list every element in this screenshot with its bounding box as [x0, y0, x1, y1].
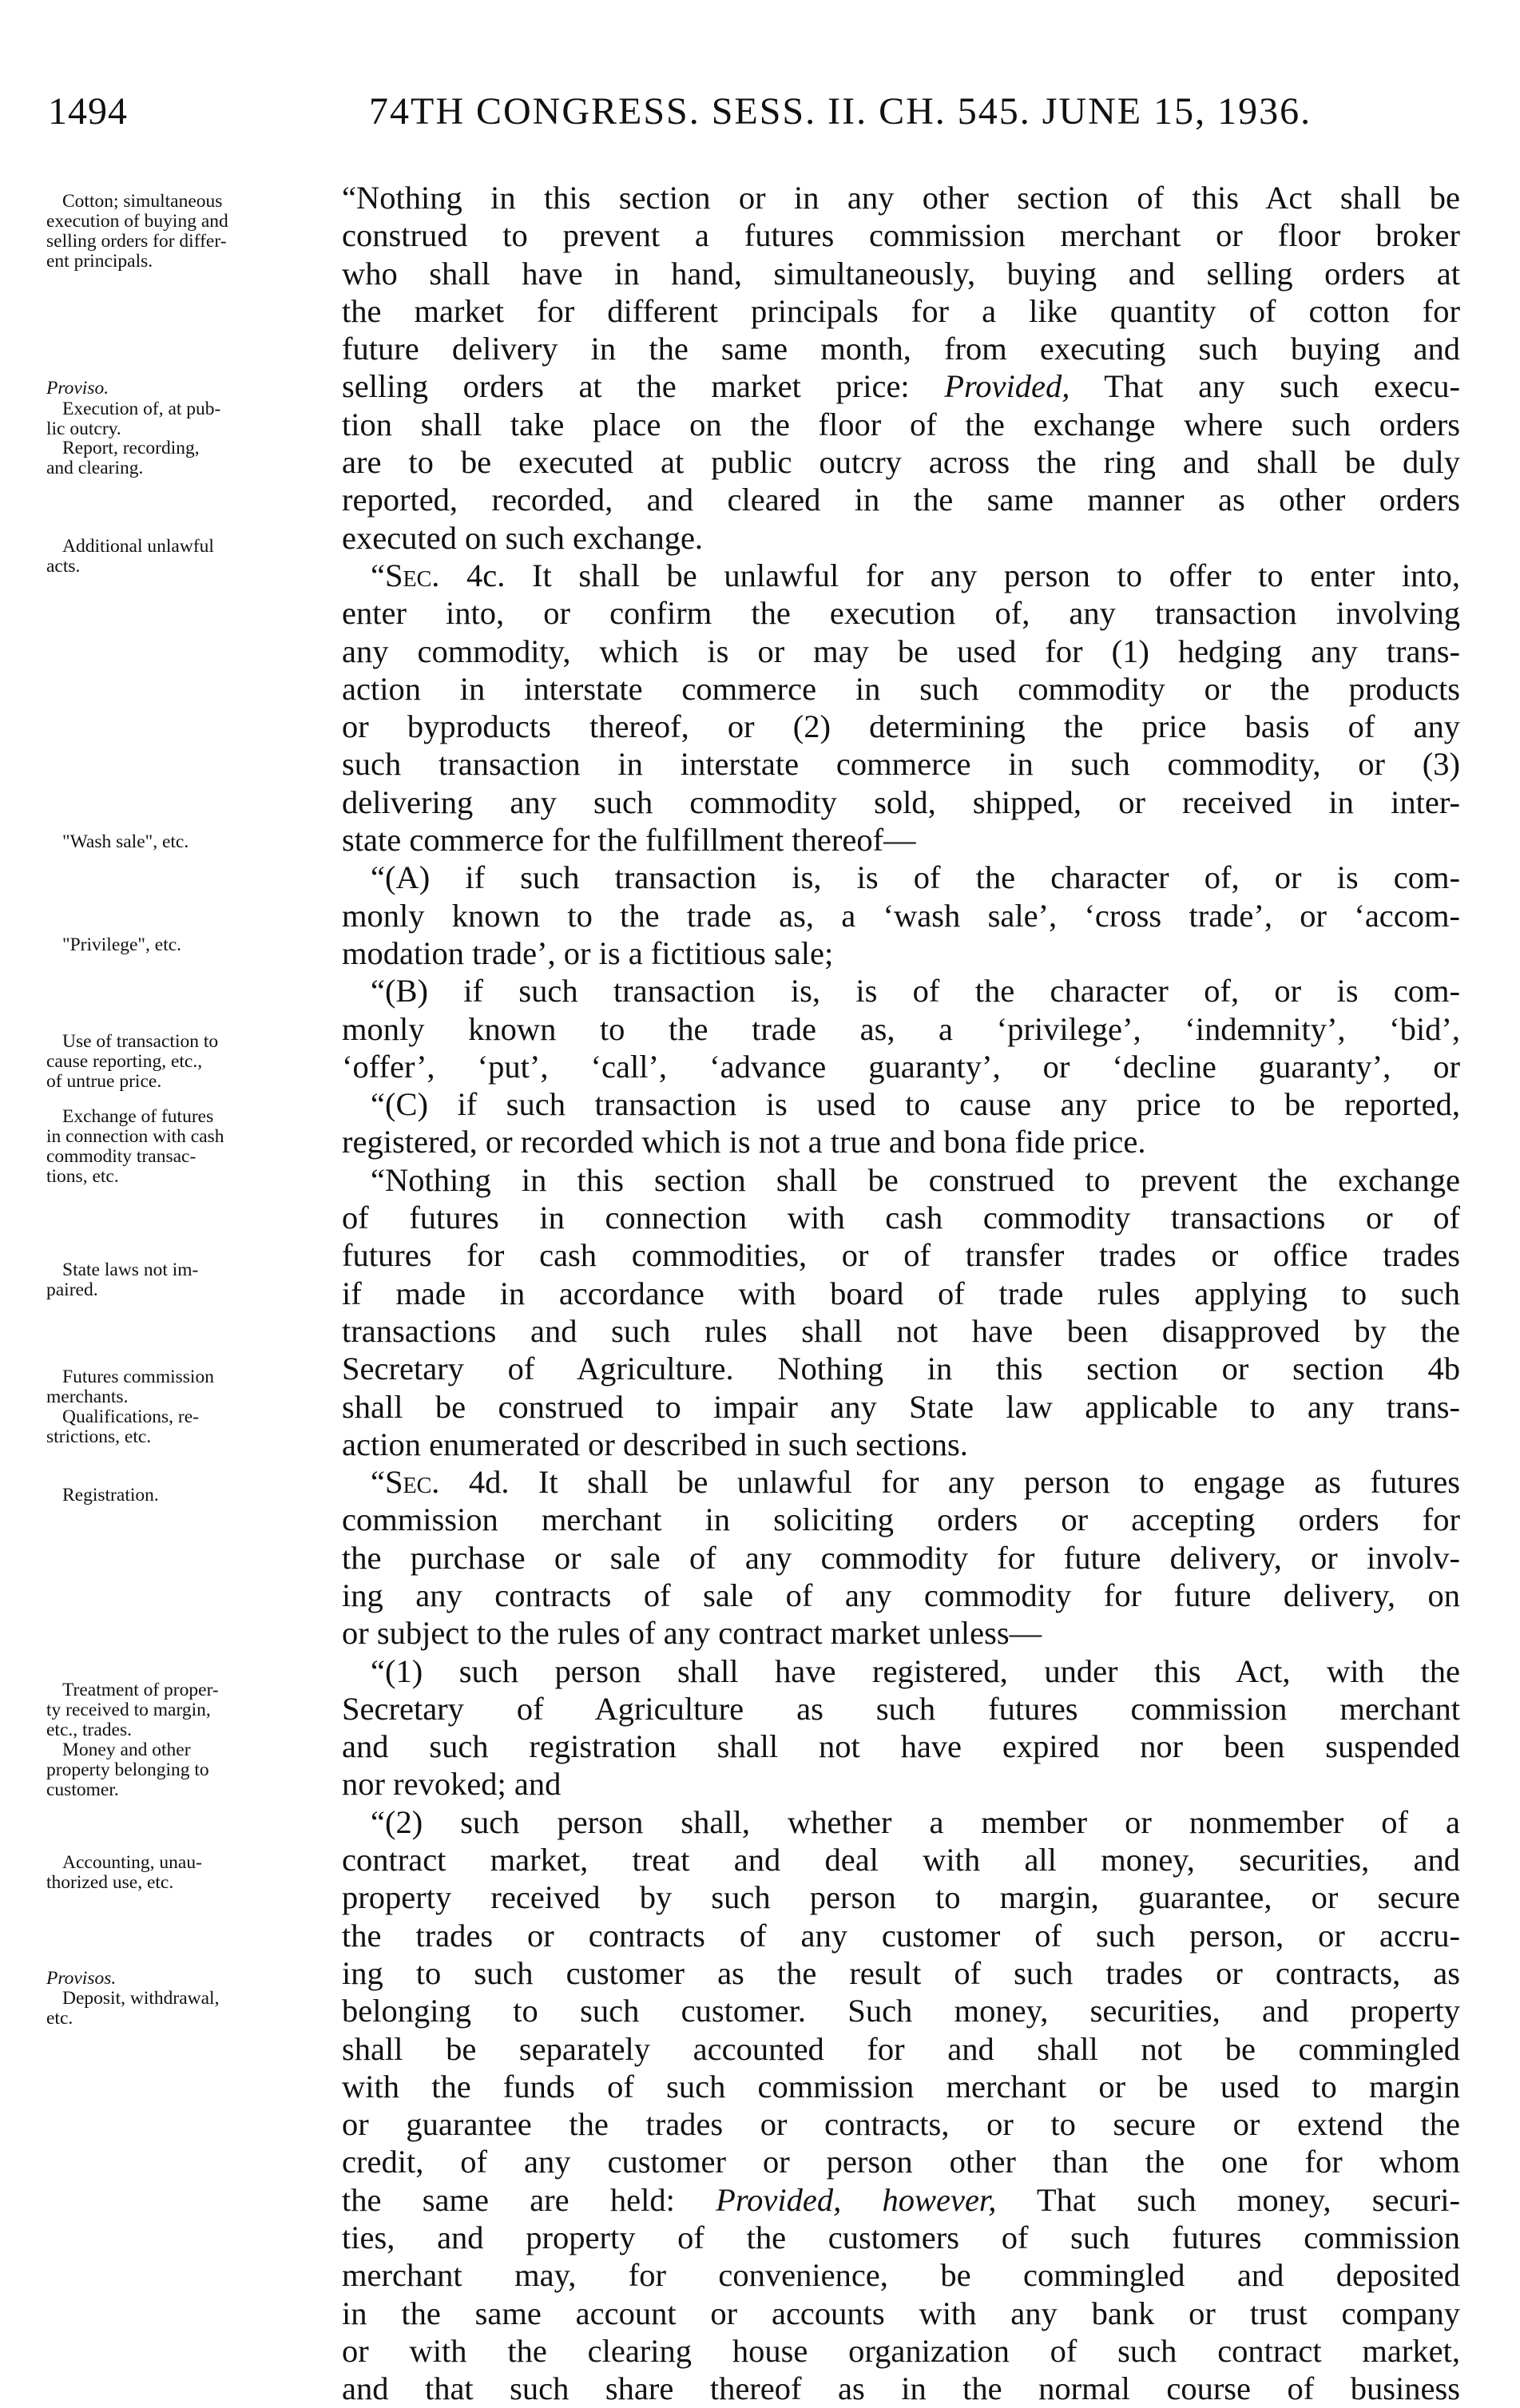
margin-note-line: and clearing. [46, 458, 144, 478]
body-line: property received by such person to margin, guarantee, or secure [342, 1879, 1460, 1916]
body-line: shall be separately accounted for and shall not be commingled [342, 2030, 1460, 2067]
margin-note [46, 537, 334, 577]
body-line: state commerce for the fulfillment thereof— [342, 822, 916, 859]
body-line: selling orders at the market price: Provided, That any such execu- [342, 368, 1460, 405]
body-line: “(A) if such transaction is, is of the character of, or is com- [371, 859, 1460, 896]
body-line: of futures in connection with cash commodity transactions or of [342, 1200, 1460, 1236]
margin-note-line: acts. [46, 556, 81, 577]
body-line: and that such share thereof as in the normal course of business [342, 2370, 1460, 2407]
body-line: “(B) if such transaction is, is of the character of, or is com- [371, 973, 1460, 1010]
body-line: registered, or recorded which is not a true and bona fide price. [342, 1124, 1146, 1160]
margin-note-line: "Wash sale", etc. [62, 831, 189, 852]
body-line: the market for different principals for a like quantity of cotton for [342, 292, 1460, 329]
margin-note-line: commodity transac- [46, 1146, 196, 1167]
body-line: nor revoked; and [342, 1766, 562, 1803]
body-line: “Nothing in this section or in any other section of this Act shall be [342, 180, 1460, 216]
margin-note-line: lic outcry. [46, 419, 121, 439]
body-line: ing any contracts of sale of any commodity for future delivery, on [342, 1577, 1460, 1613]
body-line: ‘offer’, ‘put’, ‘call’, ‘advance guaranty’, or ‘decline guaranty’, or [342, 1048, 1460, 1085]
margin-note-line: Exchange of futures [62, 1106, 214, 1127]
body-line: construed to prevent a futures commission merchant or floor broker [342, 217, 1460, 254]
margin-note [46, 1969, 334, 1989]
margin-note [46, 1740, 334, 1800]
margin-note-line: ent principals. [46, 251, 153, 272]
body-line: contract market, treat and deal with all money, securities, and [342, 1842, 1460, 1878]
margin-note-line: Use of transaction to [62, 1031, 219, 1052]
margin-note-line: Futures commission [62, 1367, 214, 1387]
body-line: if made in accordance with board of trade rules applying to such [342, 1275, 1460, 1311]
margin-note [46, 1989, 334, 2029]
margin-note [46, 192, 334, 272]
margin-note [46, 1680, 334, 1740]
body-line: delivering any such commodity sold, shipped, or received in inter- [342, 783, 1460, 820]
body-line: ties, and property of the customers of such futures commission [342, 2220, 1460, 2256]
margin-note [46, 1853, 334, 1893]
body-line: futures for cash commodities, or of transfer trades or office trades [342, 1237, 1460, 1274]
body-line: and such registration shall not have expired nor been suspended [342, 1728, 1460, 1765]
body-line: “(2) such person shall, whether a member or nonmember of a [371, 1803, 1460, 1840]
margin-note [46, 379, 334, 399]
body-line: merchant may, for convenience, be commingled and deposited [342, 2257, 1460, 2294]
running-title: 74TH CONGRESS. SESS. II. CH. 545. JUNE 15, 1936. [369, 90, 1312, 133]
margin-note-line: etc., trades. [46, 1720, 133, 1740]
body-line: action enumerated or described in such sections. [342, 1426, 968, 1462]
margin-note [46, 1260, 334, 1300]
body-line: “Sec. 4c. It shall be unlawful for any person to offer to enter into, [371, 557, 1460, 593]
body-line: “Nothing in this section shall be construed to prevent the exchange [371, 1161, 1460, 1198]
margin-note [46, 1367, 334, 1407]
margin-note-line: ty received to margin, [46, 1700, 211, 1720]
body-line: monly known to the trade as, a ‘wash sale’, ‘cross trade’, or ‘accom- [342, 897, 1460, 934]
margin-note [46, 1107, 334, 1187]
body-line: in the same account or accounts with any bank or trust company [342, 2295, 1460, 2331]
body-line: or guarantee the trades or contracts, or to secure or extend the [342, 2106, 1460, 2143]
margin-note-line: property belonging to [46, 1759, 209, 1780]
margin-note-line: State laws not im- [62, 1260, 199, 1280]
margin-note [46, 832, 334, 852]
body-line: with the funds of such commission merchant or be used to margin [342, 2068, 1460, 2105]
body-line: belonging to such customer. Such money, securities, and property [342, 1993, 1460, 2029]
margin-note-line: execution of buying and [46, 211, 228, 232]
body-line: reported, recorded, and cleared in the same manner as other orders [342, 482, 1460, 518]
body-line: credit, of any customer or person other than the one for whom [342, 2144, 1460, 2180]
margin-note-line: "Privilege", etc. [62, 934, 182, 955]
body-line: “Sec. 4d. It shall be unlawful for any person to engage as futures [371, 1464, 1460, 1501]
page-number: 1494 [48, 90, 128, 133]
margin-note-line: merchants. [46, 1386, 129, 1407]
margin-note-line: of untrue price. [46, 1071, 162, 1092]
body-text [342, 179, 1460, 2408]
margin-note-line: Proviso. [46, 378, 109, 399]
body-line: future delivery in the same month, from executing such buying and [342, 331, 1460, 367]
margin-note-line: Money and other [62, 1740, 191, 1760]
body-line: the purchase or sale of any commodity for future delivery, or involv- [342, 1539, 1460, 1576]
body-line: “(C) if such transaction is used to cause any price to be reported, [371, 1086, 1460, 1123]
body-line: such transaction in interstate commerce in such commodity, or (3) [342, 746, 1460, 783]
body-line: monly known to the trade as, a ‘privilege’, ‘indemnity’, ‘bid’, [342, 1010, 1460, 1047]
body-line: any commodity, which is or may be used for (1) hedging any trans- [342, 633, 1460, 669]
margin-note-line: etc. [46, 2008, 73, 2029]
body-line: who shall have in hand, simultaneously, buying and selling orders at [342, 255, 1460, 292]
margin-note-line: tions, etc. [46, 1166, 119, 1187]
margin-note-line: Additional unlawful [62, 536, 214, 557]
margin-note [46, 1486, 334, 1505]
margin-note-line: Execution of, at pub- [62, 399, 221, 419]
margin-note-line: cause reporting, etc., [46, 1051, 203, 1072]
body-line: tion shall take place on the floor of the exchange where such orders [342, 406, 1460, 442]
margin-note-line: Registration. [62, 1485, 159, 1505]
margin-note-line: strictions, etc. [46, 1426, 152, 1447]
body-line: or subject to the rules of any contract market unless— [342, 1615, 1042, 1652]
margin-note-line: Cotton; simultaneous [62, 191, 223, 212]
body-line: or with the clearing house organization of such contract market, [342, 2332, 1460, 2369]
margin-note [46, 438, 334, 478]
body-line: are to be executed at public outcry across the ring and shall be duly [342, 444, 1460, 481]
margin-note-line: Provisos. [46, 1968, 117, 1989]
body-line: executed on such exchange. [342, 519, 704, 556]
margin-note-line: Accounting, unau- [62, 1852, 202, 1873]
body-line: ing to such customer as the result of such trades or contracts, as [342, 1954, 1460, 1991]
margin-note [46, 1032, 334, 1092]
margin-note-line: in connection with cash [46, 1126, 224, 1147]
body-line: Secretary of Agriculture as such futures commission merchant [342, 1690, 1460, 1727]
body-line: modation trade’, or is a fictitious sale; [342, 934, 834, 971]
margin-note-line: Qualifications, re- [62, 1406, 199, 1427]
margin-note-line: paired. [46, 1279, 98, 1300]
body-line: Secretary of Agriculture. Nothing in this section or section 4b [342, 1351, 1460, 1387]
body-line: enter into, or confirm the execution of, any transaction involving [342, 595, 1460, 632]
margin-note-line: Treatment of proper- [62, 1680, 219, 1700]
body-line: transactions and such rules shall not have been disapproved by the [342, 1312, 1460, 1349]
body-line: the trades or contracts of any customer of such person, or accru- [342, 1917, 1460, 1954]
body-line: the same are held: Provided, however, That such money, securi- [342, 2181, 1460, 2218]
margin-note [46, 1407, 334, 1447]
margin-note-line: Deposit, withdrawal, [62, 1988, 220, 2009]
margin-note-line: customer. [46, 1779, 119, 1800]
margin-note-line: thorized use, etc. [46, 1872, 174, 1893]
body-line: or byproducts thereof, or (2) determining the price basis of any [342, 708, 1460, 745]
margin-note [46, 935, 334, 955]
body-line: commission merchant in soliciting orders or accepting orders for [342, 1502, 1460, 1538]
margin-note-line: Report, recording, [62, 438, 200, 458]
body-line: “(1) such person shall have registered, under this Act, with the [371, 1652, 1460, 1689]
body-line: shall be construed to impair any State law applicable to any trans- [342, 1388, 1460, 1425]
margin-note [46, 399, 334, 439]
body-line: action in interstate commerce in such commodity or the products [342, 670, 1460, 707]
margin-note-line: selling orders for differ- [46, 231, 227, 252]
